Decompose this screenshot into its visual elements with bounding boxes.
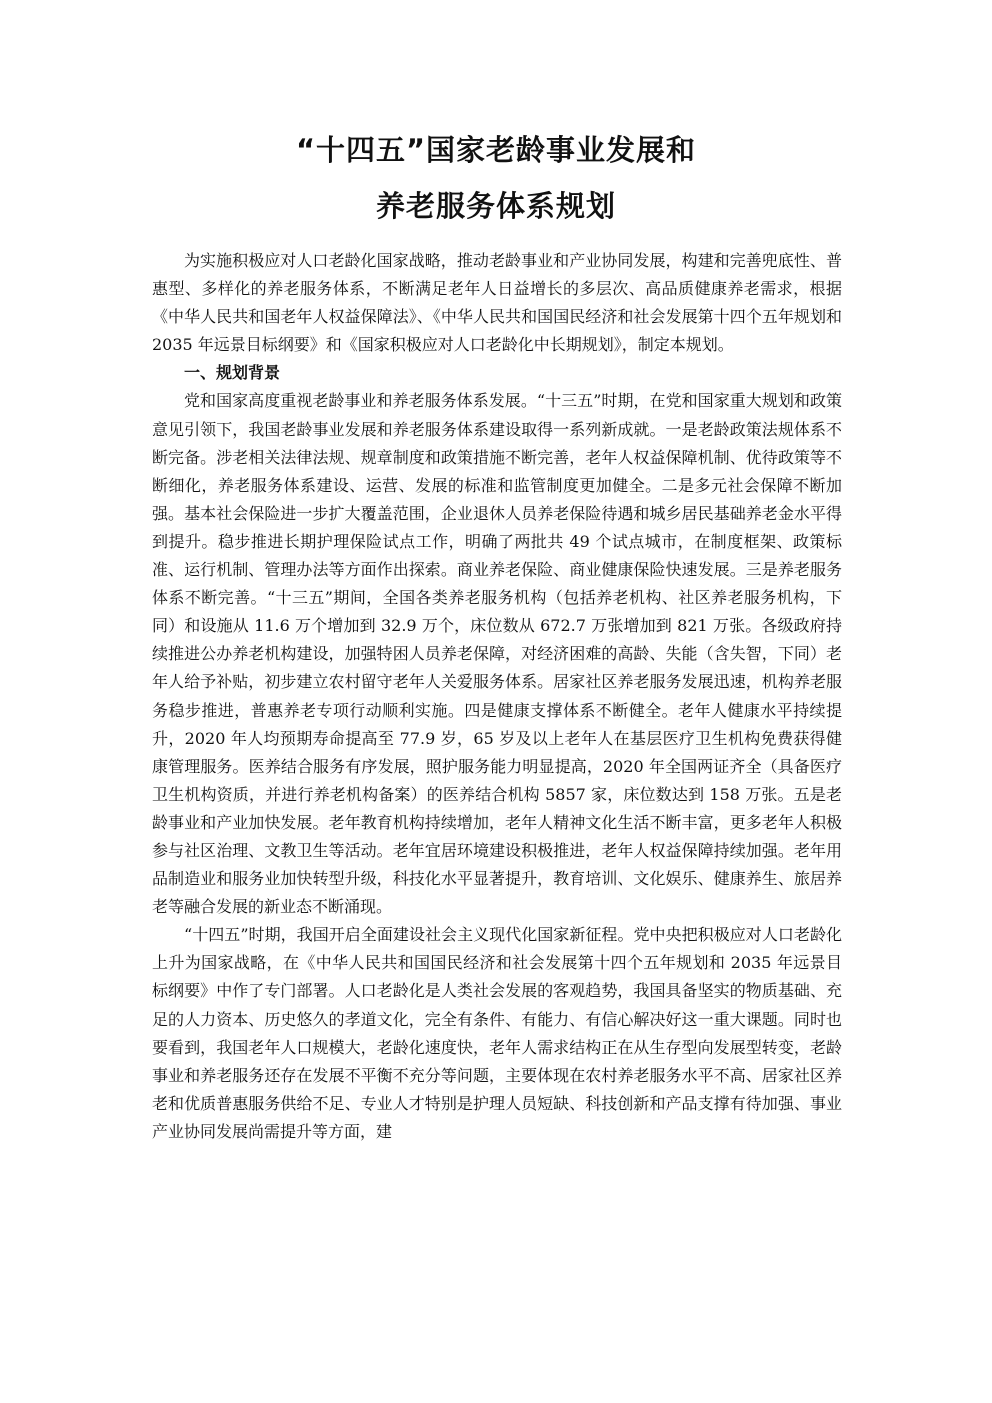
document-body (152, 247, 842, 1146)
title-line-1: “十四五”国家老龄事业发展和 (295, 133, 697, 167)
background-paragraph-2: “十四五”时期，我国开启全面建设社会主义现代化国家新征程。党中央把积极应对人口老龄化上升为国家战略，在《中华人民共和国国民经济和社会发展第十四个五年规划和 2035 年远景目标纲要》中作了专门部署。人口老龄化是人类社会发展的客观趋势，我国具备坚实的物质基础、充足的人力资本、历史悠久的孝道文化，完全有条件、有能力、有信心解决好这一重大课题。同时也要看到，我国老年人口规模大，老龄化速度快，老年人需求结构正在从生存型向发展型转变，老龄事业和养老服务还存在发展不平衡不充分等问题，主要体现在农村养老服务水平不高、居家社区养老和优质普惠服务供给不足、专业人才特别是护理人员短缺、科技创新和产品支撑有待加强、事业产业协同发展尚需提升等方面，建 (152, 925, 842, 1141)
intro-paragraph: 为实施积极应对人口老龄化国家战略，推动老龄事业和产业协同发展，构建和完善兜底性、普惠型、多样化的养老服务体系，不断满足老年人日益增长的多层次、高品质健康养老需求，根据《中华人民共和国老年人权益保障法》、《中华人民共和国国民经济和社会发展第十四个五年规划和 2035 年远景目标纲要》和《国家积极应对人口老龄化中长期规划》，制定本规划。 (152, 251, 842, 355)
background-paragraph-1: 党和国家高度重视老龄事业和养老服务体系发展。“十三五”时期，在党和国家重大规划和政策意见引领下，我国老龄事业发展和养老服务体系建设取得一系列新成就。一是老龄政策法规体系不断完备。涉老相关法律法规、规章制度和政策措施不断完善，老年人权益保障机制、优待政策等不断细化，养老服务体系建设、运营、发展的标准和监管制度更加健全。二是多元社会保障不断加强。基本社会保险进一步扩大覆盖范围，企业退休人员养老保险待遇和城乡居民基础养老金水平得到提升。稳步推进长期护理保险试点工作，明确了两批共 49 个试点城市，在制度框架、政策标准、运行机制、管理办法等方面作出探索。商业养老保险、商业健康保险快速发展。三是养老服务体系不断完善。“十三五”期间，全国各类养老服务机构（包括养老机构、社区养老服务机构，下同）和设施从 11.6 万个增加到 32.9 万个，床位数从 672.7 万张增加到 821 万张。各级政府持续推进公办养老机构建设，加强特困人员养老保障，对经济困难的高龄、失能（含失智，下同）老年人给予补贴，初步建立农村留守老年人关爱服务体系。居家社区养老服务发展迅速，机构养老服务稳步推进，普惠养老专项行动顺利实施。四是健康支撑体系不断健全。老年人健康水平持续提升，2020 年人均预期寿命提高至 77.9 岁，65 岁及以上老年人在基层医疗卫生机构免费获得健康管理服务。医养结合服务有序发展，照护服务能力明显提高，2020 年全国两证齐全（具备医疗卫生机构资质，并进行养老机构备案）的医养结合机构 5857 家，床位数达到 158 万张。五是老龄事业和产业加快发展。老年教育机构持续增加，老年人精神文化生活不断丰富，更多老年人积极参与社区治理、文教卫生等活动。老年宜居环境建设积极推进，老年人权益保障持续加强。老年用品制造业和服务业加快转型升级，科技化水平显著提升，教育培训、文化娱乐、健康养生、旅居养老等融合发展的新业态不断涌现。 (152, 391, 842, 917)
document-title (0, 122, 992, 234)
title-line-2: 养老服务体系规划 (375, 189, 616, 223)
section-heading-background: 一、规划背景 (184, 363, 281, 383)
